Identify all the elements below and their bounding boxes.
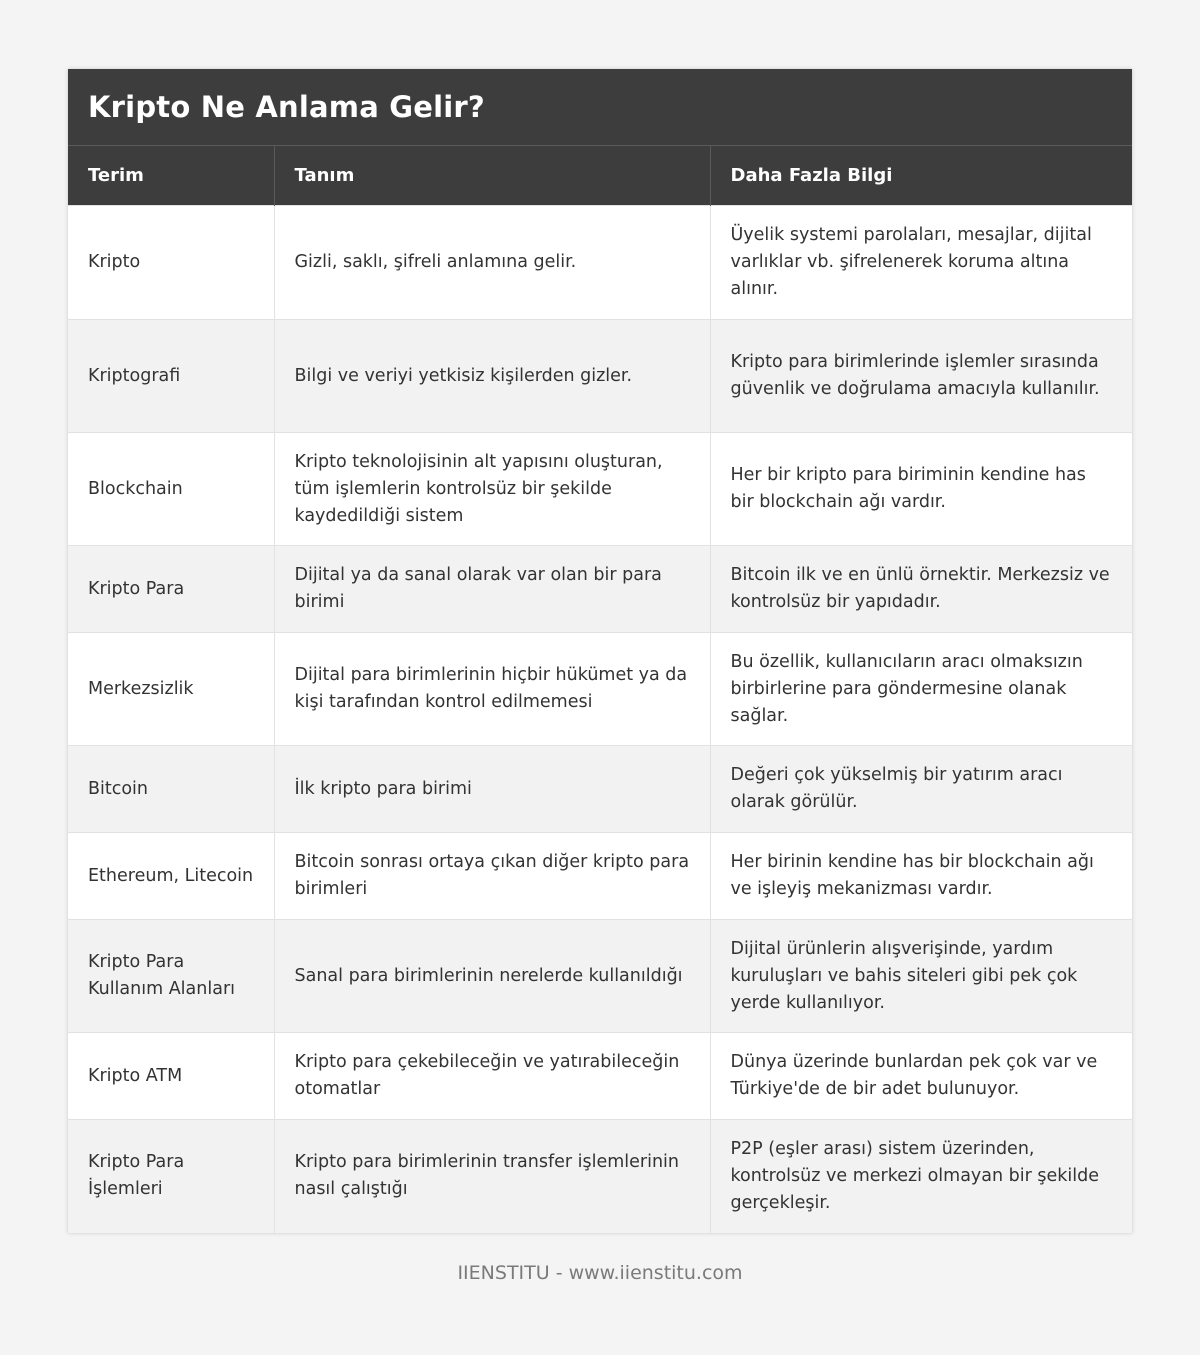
table-row xyxy=(68,320,1132,433)
cell-definition: İlk kripto para birimi xyxy=(274,746,710,833)
table-row xyxy=(68,546,1132,633)
cell-definition: Gizli, saklı, şifreli anlamına gelir. xyxy=(274,206,710,320)
table-row xyxy=(68,833,1132,920)
cell-definition: Dijital ya da sanal olarak var olan bir para birimi xyxy=(274,546,710,633)
cell-term: Bitcoin xyxy=(68,746,274,833)
cell-term: Kripto Para xyxy=(68,546,274,633)
cell-definition: Kripto teknolojisinin alt yapısını oluşturan, tüm işlemlerin kontrolsüz bir şekilde kaydedildiği sistem xyxy=(274,433,710,546)
cell-more-info: Her bir kripto para biriminin kendine has bir blockchain ağı vardır. xyxy=(710,433,1132,546)
table-row xyxy=(68,433,1132,546)
cell-definition: Bitcoin sonrası ortaya çıkan diğer kripto para birimleri xyxy=(274,833,710,920)
cell-more-info: Dünya üzerinde bunlardan pek çok var ve Türkiye'de de bir adet bulunuyor. xyxy=(710,1033,1132,1120)
table-row xyxy=(68,206,1132,320)
cell-term: Kripto Para İşlemleri xyxy=(68,1120,274,1233)
table-row xyxy=(68,746,1132,833)
cell-term: Ethereum, Litecoin xyxy=(68,833,274,920)
cell-more-info: P2P (eşler arası) sistem üzerinden, kontrolsüz ve merkezi olmayan bir şekilde gerçekleşir. xyxy=(710,1120,1132,1233)
cell-more-info: Dijital ürünlerin alışverişinde, yardım kuruluşları ve bahis siteleri gibi pek çok yerde kullanılıyor. xyxy=(710,920,1132,1033)
table-row xyxy=(68,1033,1132,1120)
cell-definition: Sanal para birimlerinin nerelerde kullanıldığı xyxy=(274,920,710,1033)
footer-credit: IIENSTITU - www.iienstitu.com xyxy=(457,1262,743,1284)
cell-term: Merkezsizlik xyxy=(68,633,274,746)
cell-definition: Bilgi ve veriyi yetkisiz kişilerden gizler. xyxy=(274,320,710,433)
cell-term: Kripto ATM xyxy=(68,1033,274,1120)
table-row xyxy=(68,1120,1132,1233)
cell-more-info: Kripto para birimlerinde işlemler sırasında güvenlik ve doğrulama amacıyla kullanılır. xyxy=(710,320,1132,433)
page-title: Kripto Ne Anlama Gelir? xyxy=(88,90,485,124)
cell-more-info: Bitcoin ilk ve en ünlü örnektir. Merkezsiz ve kontrolsüz bir yapıdadır. xyxy=(710,546,1132,633)
cell-term: Kripto Para Kullanım Alanları xyxy=(68,920,274,1033)
table-row xyxy=(68,920,1132,1033)
glossary-table xyxy=(68,145,1132,1233)
cell-definition: Kripto para çekebileceğin ve yatırabileceğin otomatlar xyxy=(274,1033,710,1120)
glossary-card xyxy=(68,69,1132,1233)
cell-term: Kriptografi xyxy=(68,320,274,433)
cell-term: Blockchain xyxy=(68,433,274,546)
cell-more-info: Her birinin kendine has bir blockchain ağı ve işleyiş mekanizması vardır. xyxy=(710,833,1132,920)
cell-more-info: Üyelik systemi parolaları, mesajlar, dijital varlıklar vb. şifrelenerek koruma altına alınır. xyxy=(710,206,1132,320)
column-header-definition: Tanım xyxy=(274,146,710,206)
cell-definition: Dijital para birimlerinin hiçbir hükümet ya da kişi tarafından kontrol edilmemesi xyxy=(274,633,710,746)
column-header-term: Terim xyxy=(68,146,274,206)
table-header-row xyxy=(68,146,1132,206)
cell-more-info: Değeri çok yükselmiş bir yatırım aracı olarak görülür. xyxy=(710,746,1132,833)
title-bar xyxy=(68,69,1132,145)
column-header-more-info: Daha Fazla Bilgi xyxy=(710,146,1132,206)
cell-definition: Kripto para birimlerinin transfer işlemlerinin nasıl çalıştığı xyxy=(274,1120,710,1233)
table-row xyxy=(68,633,1132,746)
cell-term: Kripto xyxy=(68,206,274,320)
cell-more-info: Bu özellik, kullanıcıların aracı olmaksızın birbirlerine para göndermesine olanak sağlar. xyxy=(710,633,1132,746)
